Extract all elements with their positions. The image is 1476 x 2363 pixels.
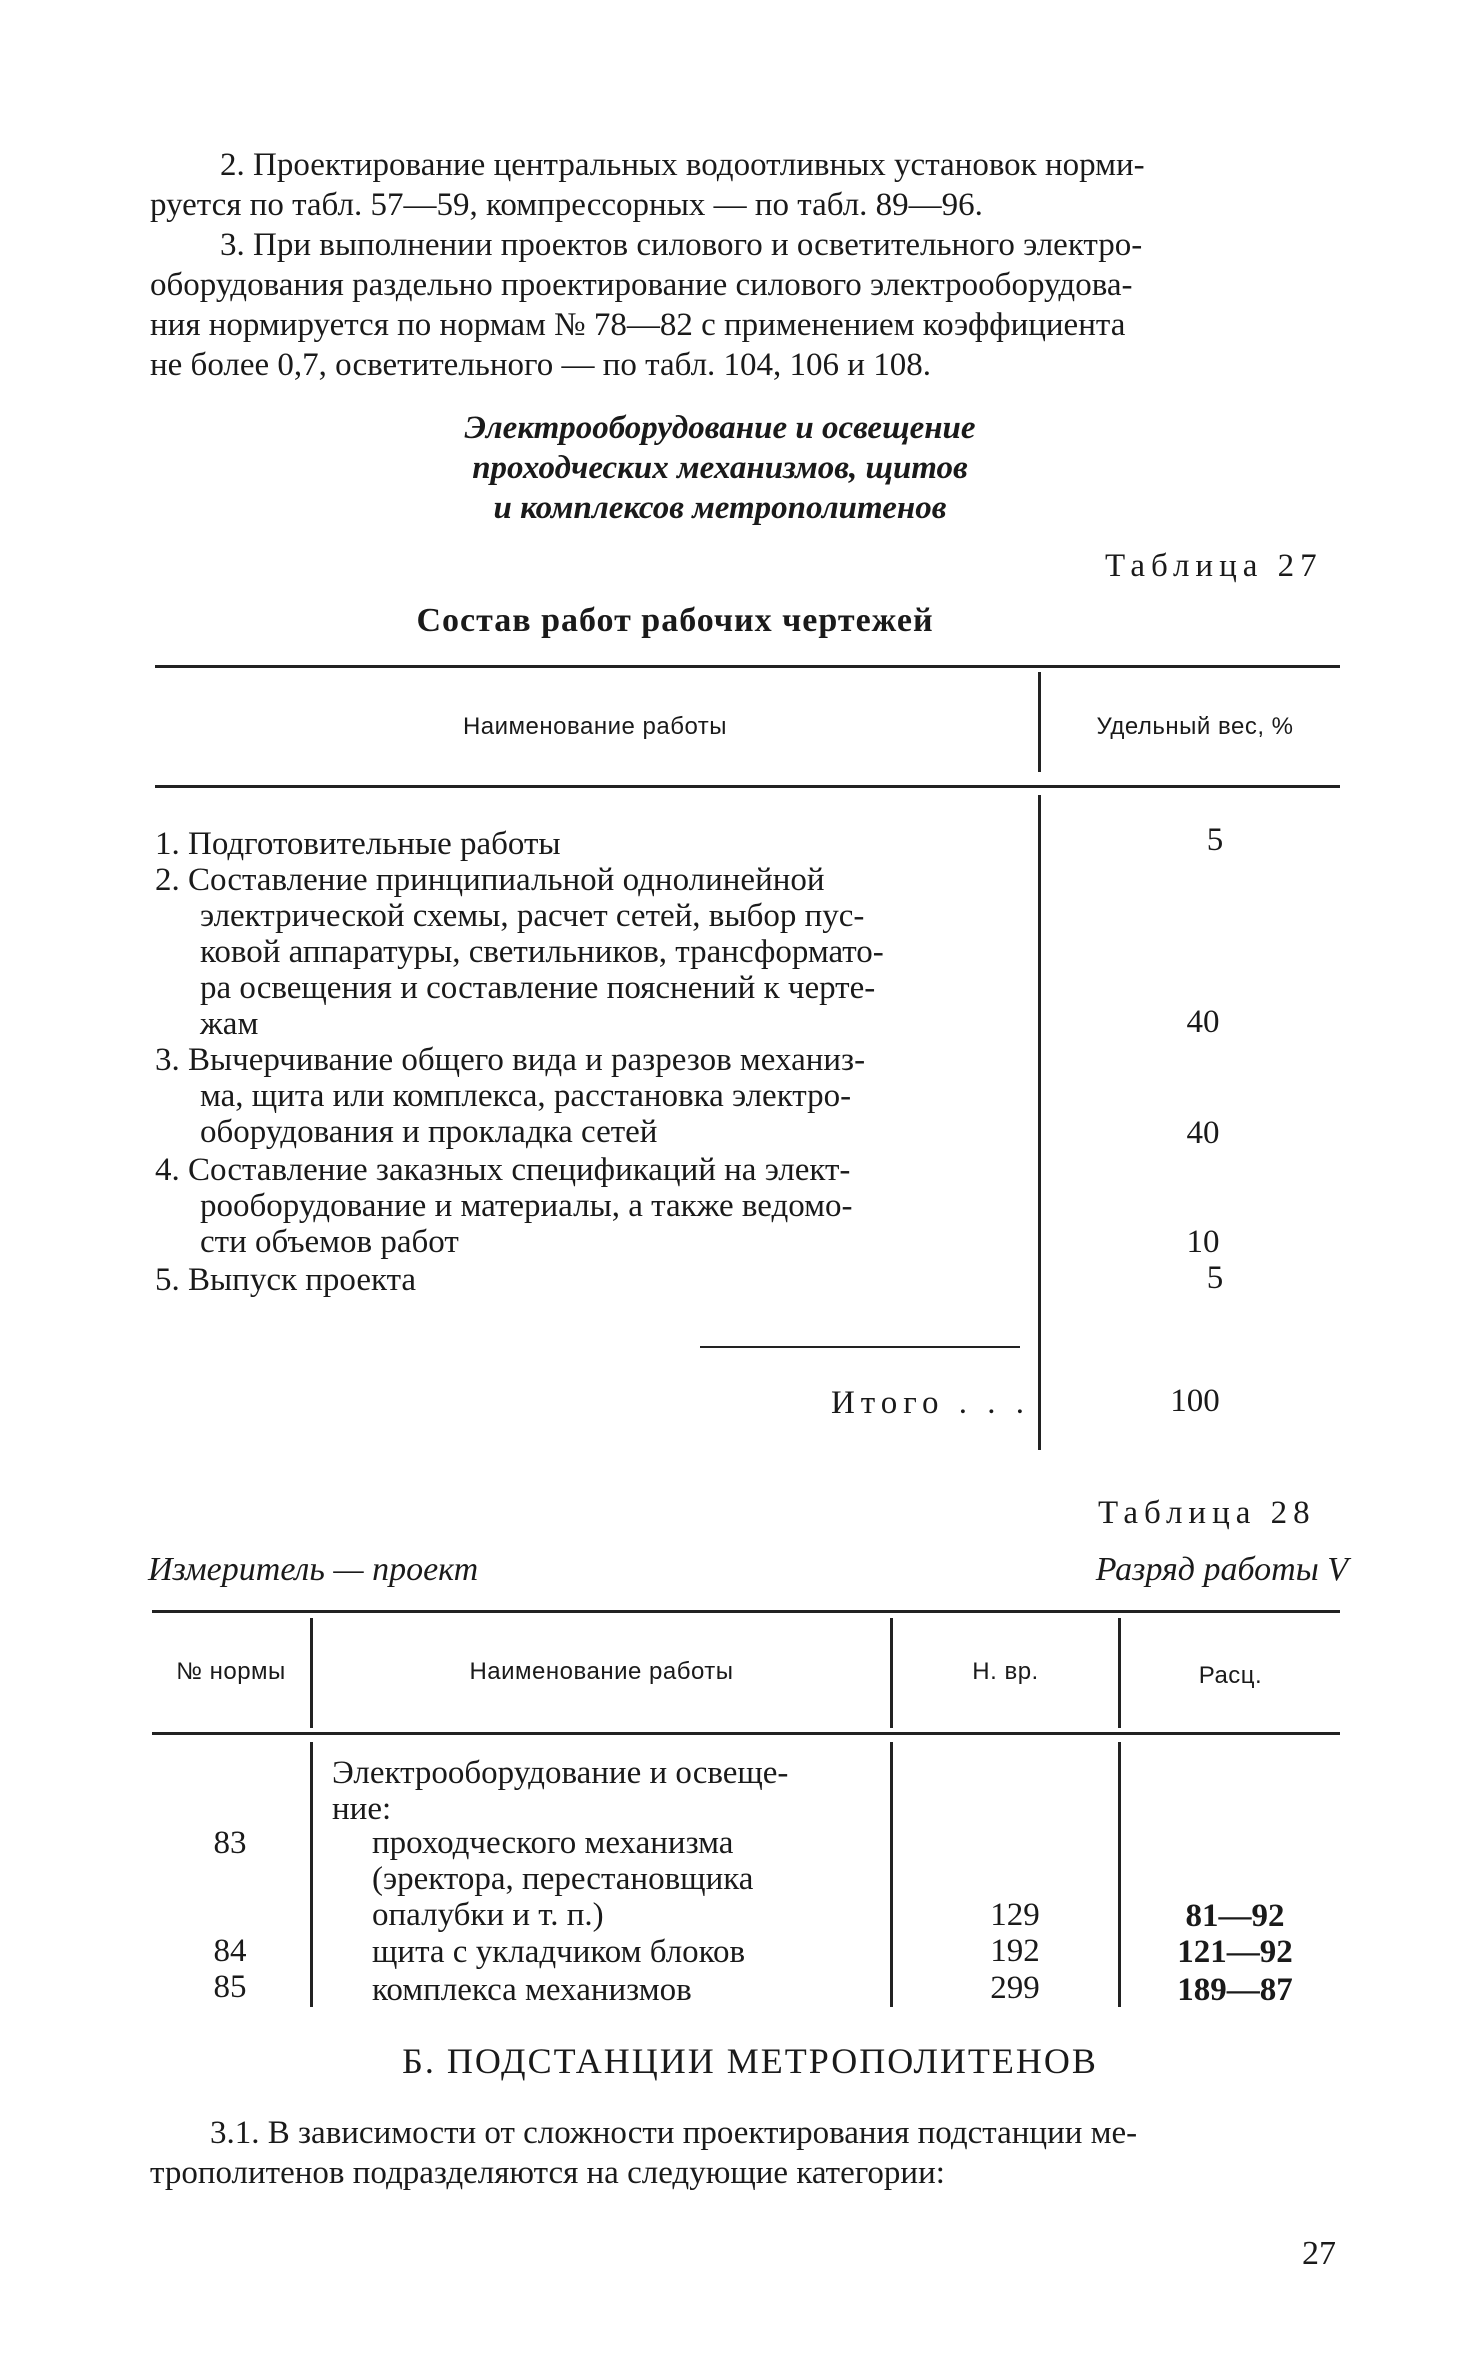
table-27-row-3: 3. Вычерчивание общего вида и разрезов механиз- ма, щита или комплекса, расстановка электро- оборудования и прокладка сетей: [155, 1042, 866, 1150]
table-28-header-name: Наименование работы: [469, 1658, 734, 1685]
table-27-title: Состав работ рабочих чертежей: [416, 602, 934, 639]
table-28-header-hours: Н. вр.: [972, 1658, 1039, 1685]
table-27-row-4: 4. Составление заказных спецификаций на элект- рооборудование и материалы, а также ведомо- сти объемов работ: [155, 1152, 853, 1260]
table-27-total-value: 100: [1170, 1383, 1220, 1419]
table-27-row-5-value: 5: [1206, 1260, 1224, 1296]
page-number: 27: [1302, 2235, 1336, 2272]
table-28-label: Таблица 28: [1098, 1495, 1316, 1531]
intro-text: [150, 145, 1350, 385]
table-28-grade: Разряд работы V: [1095, 1551, 1348, 1588]
table-28-row-83-rate: 81—92: [1185, 1898, 1285, 1934]
table-27-row-3-value: 40: [1186, 1115, 1220, 1151]
table-27-label: Таблица 27: [1105, 548, 1323, 584]
table-28-header-rate: Расц.: [1198, 1662, 1263, 1689]
table-28-body-divider-3: [1118, 1742, 1121, 2007]
table-27-header-name: Наименование работы: [462, 713, 728, 740]
table-27-body-divider: [1038, 795, 1041, 1450]
table-28-row-85-rate: 189—87: [1177, 1972, 1293, 2008]
table-28-header-norm: № нормы: [176, 1658, 286, 1685]
table-28-row-84-name: щита с укладчиком блоков: [372, 1934, 746, 1970]
table-28-row-84-hours: 192: [990, 1933, 1040, 1969]
table-27-header-divider: [1038, 672, 1041, 772]
table-28-meter: Измеритель — проект: [148, 1551, 479, 1588]
section-b-heading: Б. ПОДСТАНЦИИ МЕТРОПОЛИТЕНОВ: [402, 2041, 1098, 2081]
table-28-row-85-name: комплекса механизмов: [372, 1972, 692, 2008]
table-27-header-weight: Удельный вес, %: [1096, 713, 1294, 740]
table-28-body-divider-1: [310, 1742, 313, 2007]
section-heading: Электрооборудование и освещение проходческих механизмов, щитов и комплексов метрополитенов: [464, 410, 976, 526]
table-27-row-4-value: 10: [1186, 1224, 1220, 1260]
table-28-row-84-rate: 121—92: [1177, 1934, 1293, 1970]
table-27-row-2-value: 40: [1186, 1004, 1220, 1040]
table-28-row-85-norm: 85: [213, 1969, 247, 2005]
table-28-row-83-hours: 129: [990, 1897, 1040, 1933]
paragraph-2: 2. Проектирование центральных водоотливных установок норми- руется по табл. 57—59, компрессорных — по табл. 89—96.: [150, 147, 1145, 223]
paragraph-3: 3. При выполнении проектов силового и осветительного электро- оборудования раздельно проектирование силового электрооборудова- ния нормируется по нормам № 78—82 с применением коэффициента не более 0,7, осветительного — по табл. 104, 106 и 108.: [150, 227, 1143, 383]
table-27-header-rule: [155, 785, 1340, 788]
table-27-row-2: 2. Составление принципиальной однолинейной электрической схемы, расчет сетей, выбор пус- ковой аппаратуры, светильников, трансформато- ра освещения и составление пояснений к черте- жам: [155, 862, 884, 1042]
paragraph-3-1: 3.1. В зависимости от сложности проектирования подстанции ме- трополитенов подразделяются на следующие категории:: [150, 2115, 1138, 2191]
table-27-row-5: 5. Выпуск проекта: [155, 1262, 417, 1298]
table-28-body-divider-2: [890, 1742, 893, 2007]
table-28-top-rule: [152, 1610, 1340, 1613]
table-27-total-rule: [700, 1346, 1020, 1348]
table-28-group-heading: Электрооборудование и освеще- ние:: [332, 1755, 789, 1827]
table-27-top-rule: [155, 665, 1340, 668]
table-28-row-84-norm: 84: [213, 1933, 247, 1969]
table-27-row-1: 1. Подготовительные работы: [155, 826, 561, 862]
table-28-row-83-name: проходческого механизма (эректора, перестановщика опалубки и т. п.): [372, 1825, 754, 1933]
table-28-header-rule: [152, 1732, 1340, 1735]
table-28-row-83-norm: 83: [213, 1825, 247, 1861]
table-28-row-85-hours: 299: [990, 1970, 1040, 2006]
table-27-total-label: Итого . . .: [830, 1385, 1030, 1421]
table-27-row-1-value: 5: [1206, 822, 1224, 858]
